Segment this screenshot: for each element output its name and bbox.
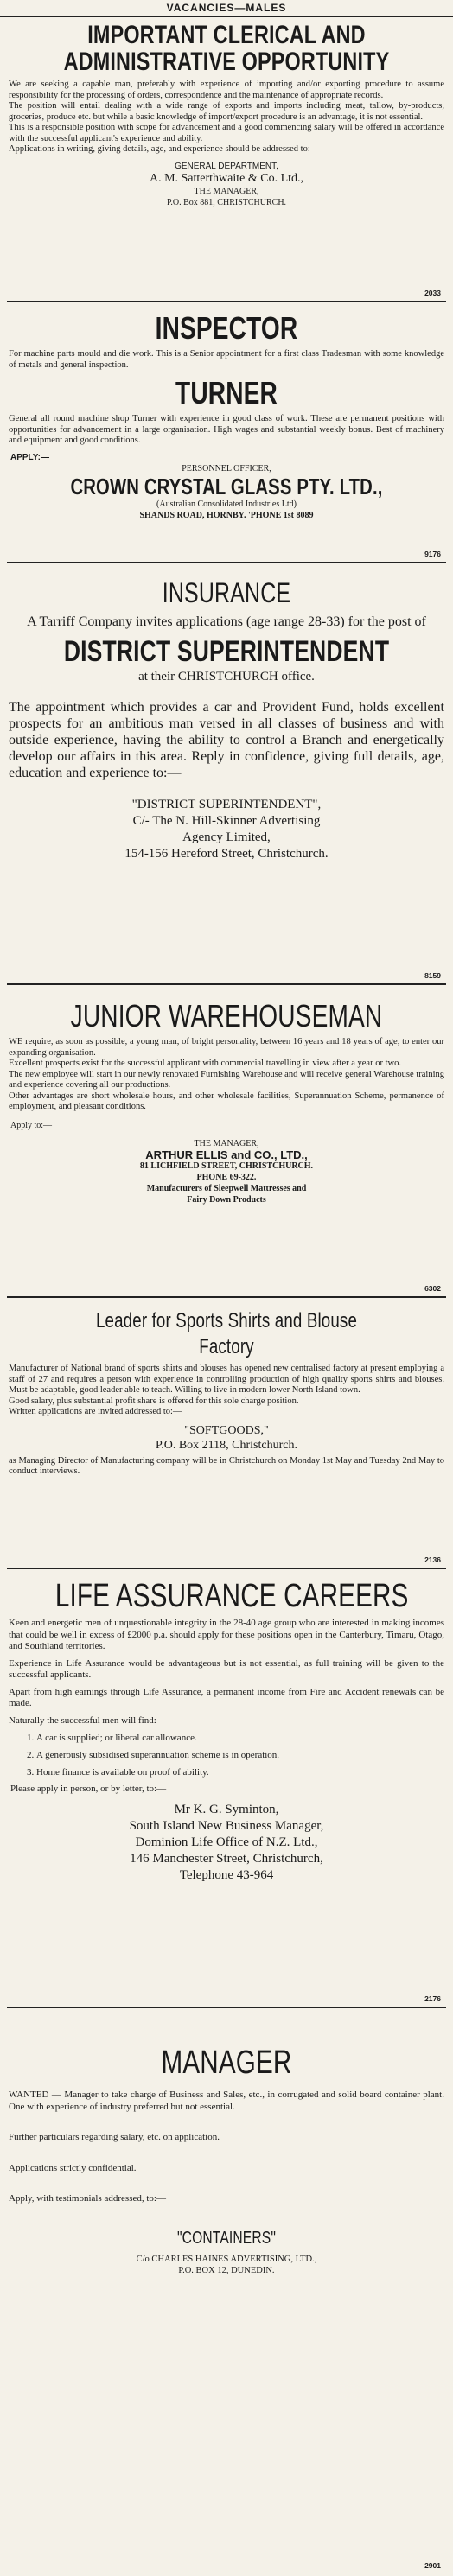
ad-address-line: Manufacturers of Sleepwell Mattresses and <box>146 1183 307 1193</box>
benefits-list <box>36 1732 446 1778</box>
ad-title: MANAGER <box>161 2045 292 2081</box>
ad-paragraph: Apart from high earnings through Life Assurance, a permanent income from Fire and Accident renewals can be made. <box>9 1686 444 1708</box>
ad-body <box>9 1037 444 1113</box>
ad-reference-number: 2176 <box>424 1994 441 2003</box>
ad-manager <box>7 2010 446 2572</box>
ad-address-line: Fairy Down Products <box>187 1194 266 1205</box>
ad-address-line: "CONTAINERS" <box>176 2228 277 2248</box>
ad-reference-number: 2901 <box>424 2561 441 2570</box>
ad-address-line: P.O. Box 881, CHRISTCHURCH. <box>166 197 287 207</box>
ad-paragraph: The new employee will start in our newly renovated Furnishing Warehouse and will receive general Warehouse training and experience covering all our productions. <box>9 1069 444 1090</box>
ad-title: LIFE ASSURANCE CAREERS <box>54 1578 409 1614</box>
ad-address-line: A. M. Satterthwaite & Co. Ltd., <box>149 171 304 185</box>
ad-address-line: 154-156 Hereford Street, Christchurch. <box>124 847 329 861</box>
ad-apply-label: APPLY:— <box>10 452 50 462</box>
ad-inspector-turner <box>7 304 446 563</box>
ad-address-line: PERSONNEL OFFICER, <box>182 463 271 474</box>
ad-address-line: GENERAL DEPARTMENT, <box>175 161 278 171</box>
ad-address-line: "DISTRICT SUPERINTENDENT", <box>131 798 322 811</box>
list-item: 2. A generously subsidised superannuation scheme is in operation. <box>36 1749 446 1761</box>
ad-address-line: C/- The N. Hill-Skinner Advertising <box>132 814 321 828</box>
ad-reference-number: 2136 <box>424 1555 441 1564</box>
ad-reference-number: 6302 <box>424 1284 441 1293</box>
ad-body: For machine parts mould and die work. This is a Senior appointment for a first class Tradesman with some knowledge of metals and general inspection. <box>9 349 444 370</box>
ad-address-line: 81 LICHFIELD STREET, CHRISTCHURCH. <box>139 1161 314 1171</box>
ad-reference-number: 2033 <box>424 289 441 297</box>
ad-paragraph: Apply, with testimonials addressed, to:— <box>9 2193 166 2204</box>
ad-address-line: SHANDS ROAD, HORNBY. 'PHONE 1st 8089 <box>139 510 314 520</box>
ad-paragraph: Keen and energetic men of unquestionable integrity in the 28-40 age group who are interested in making incomes that could be well in excess of £2000 p.a. should apply for these positions open in the Canterbury, Timaru, Otago, and Southland territories. <box>9 1618 444 1651</box>
ad-clerical <box>7 19 446 302</box>
ad-title-line: Leader for Sports Shirts and Blouse <box>95 1309 358 1333</box>
ad-paragraph: Applications strictly confidential. <box>9 2162 137 2173</box>
ad-paragraph: Further particulars regarding salary, etc. on application. <box>9 2132 220 2142</box>
ad-body <box>9 1618 444 1727</box>
ad-reference-number: 9176 <box>424 550 441 558</box>
list-item: 3. Home finance is available on proof of ability. <box>36 1766 446 1778</box>
ad-address-line: (Australian Consolidated Industries Ltd) <box>156 499 297 509</box>
ad-address-line: Telephone 43-964 <box>179 1868 274 1882</box>
ad-address-line: PHONE 69-322. <box>196 1172 257 1182</box>
ad-address-line: P.O. BOX 12, DUNEDIN. <box>178 2265 275 2275</box>
ad-paragraph: This is a responsible position with scope for advancement and a good commencing salary will be offered in accordance with the successful applicant's experience and ability. <box>9 123 444 143</box>
ad-body: The appointment which provides a car and Provident Fund, holds excellent prospects for an ambitious man versed in all classes of business and with outside experience, having the ability to control a Branch and energetically develop our affairs in this area. Reply in confidence, giving full details, age, education and experience to:— <box>9 700 444 780</box>
ad-paragraph: Other advantages are short wholesale hours, and other wholesale facilities, Superannuation Scheme, permanence of employment, and pleasant conditions. <box>9 1091 444 1111</box>
ad-paragraph: WANTED — Manager to take charge of Business and Sales, etc., in corrugated and solid board container plant. One with experience of industry preferred but not essential. <box>9 2089 444 2112</box>
ad-address-line: THE MANAGER, <box>194 186 259 196</box>
ad-address-line: "SOFTGOODS," <box>184 1423 269 1437</box>
ad-body: General all round machine shop Turner with experience in good class of work. These are permanent positions with opportunities for advancement in a large organisation. High wages and substantial weekly bonus. Best of machinery and equipment and good conditions. <box>9 414 444 445</box>
ad-address-line: THE MANAGER, <box>194 1138 259 1148</box>
ad-title: TURNER <box>175 375 278 410</box>
ad-paragraph: We are seeking a capable man, preferably with experience of importing and/or exporting procedure to assume responsibility for the processing of orders, correspondence and the maintenance of appropriate records. <box>9 80 444 100</box>
ad-paragraph: Experience in Life Assurance would be advantageous but is not essential, as full training will be given to the successful applicants. <box>9 1657 444 1680</box>
ad-body <box>9 80 444 156</box>
ad-body <box>9 2089 444 2205</box>
ad-paragraph: Excellent prospects exist for the successful applicant with commercial travelling in view after a year or two. <box>9 1059 401 1068</box>
ad-address-line: P.O. Box 2118, Christchurch. <box>156 1438 297 1452</box>
ad-company-name: CROWN CRYSTAL GLASS PTY. LTD., <box>70 473 383 499</box>
ad-apply-label: Apply to:— <box>10 1120 53 1130</box>
ad-title: INSURANCE <box>162 577 291 608</box>
ad-intro: A Tarriff Company invites applications (age range 28-33) for the post of <box>27 614 426 629</box>
ad-sports-shirts <box>7 1300 446 1569</box>
ad-paragraph: Written applications are invited addressed to:— <box>9 1407 182 1416</box>
ad-paragraph: Naturally the successful men will find:— <box>9 1714 166 1726</box>
ad-paragraph: The position will entail dealing with a wide range of exports and imports including meat, tallow, by-products, groceries, produce etc. but while a basic knowledge of import/export procedure is an advantage, it is not essential. <box>9 101 444 122</box>
ad-address-line: Agency Limited, <box>182 830 271 844</box>
ad-paragraph: Manufacturer of National brand of sports shirts and blouses has opened new centralised factory at present employing a staff of 27 and requires a person with experience in controlling production of high quality sports shirts and blouses. Must be adaptable, good leader able to teach. Willing to live in modern lower North Island town. <box>9 1364 444 1395</box>
ad-address-line: Dominion Life Office of N.Z. Ltd., <box>135 1835 318 1849</box>
ad-reference-number: 8159 <box>424 971 441 980</box>
ad-address-line: ARTHUR ELLIS and CO., LTD., <box>145 1148 308 1161</box>
ad-title: JUNIOR WAREHOUSEMAN <box>70 998 383 1034</box>
ad-paragraph: WE require, as soon as possible, a young man, of bright personality, between 16 years and 18 years of age, to enter our expanding organisation. <box>9 1037 444 1058</box>
ad-post-title: DISTRICT SUPERINTENDENT <box>63 635 390 668</box>
ad-title-line: Factory <box>199 1335 254 1358</box>
ad-title-line: IMPORTANT CLERICAL AND <box>87 21 366 49</box>
ad-paragraph: Good salary, plus substantial profit share is offered for this sole charge position. <box>9 1396 299 1406</box>
section-header: VACANCIES—MALES <box>0 0 453 17</box>
ad-life-assurance <box>7 1571 446 2008</box>
ad-title: INSPECTOR <box>155 310 298 346</box>
ad-paragraph: Applications in writing, giving details, age, and experience should be addressed to:— <box>9 144 320 154</box>
ad-body: as Managing Director of Manufacturing company will be in Christchurch on Monday 1st May and Tuesday 2nd May to conduct interviews. <box>9 1455 444 1476</box>
ad-apply-label: Please apply in person, or by letter, to:— <box>10 1784 167 1794</box>
ad-address-line: South Island New Business Manager, <box>129 1819 324 1833</box>
ad-office: at their CHRISTCHURCH office. <box>138 670 315 684</box>
ad-insurance <box>7 565 446 985</box>
ad-body <box>9 1364 444 1418</box>
ad-junior-warehouseman <box>7 987 446 1298</box>
ad-address-line: 146 Manchester Street, Christchurch, <box>130 1852 323 1866</box>
ad-address-line: C/o CHARLES HAINES ADVERTISING, LTD., <box>136 2254 317 2264</box>
list-item: 1. A car is supplied; or liberal car allowance. <box>36 1732 446 1744</box>
ad-address-line: Mr K. G. Syminton, <box>174 1803 279 1816</box>
ad-title-line: ADMINISTRATIVE OPPORTUNITY <box>63 48 390 76</box>
